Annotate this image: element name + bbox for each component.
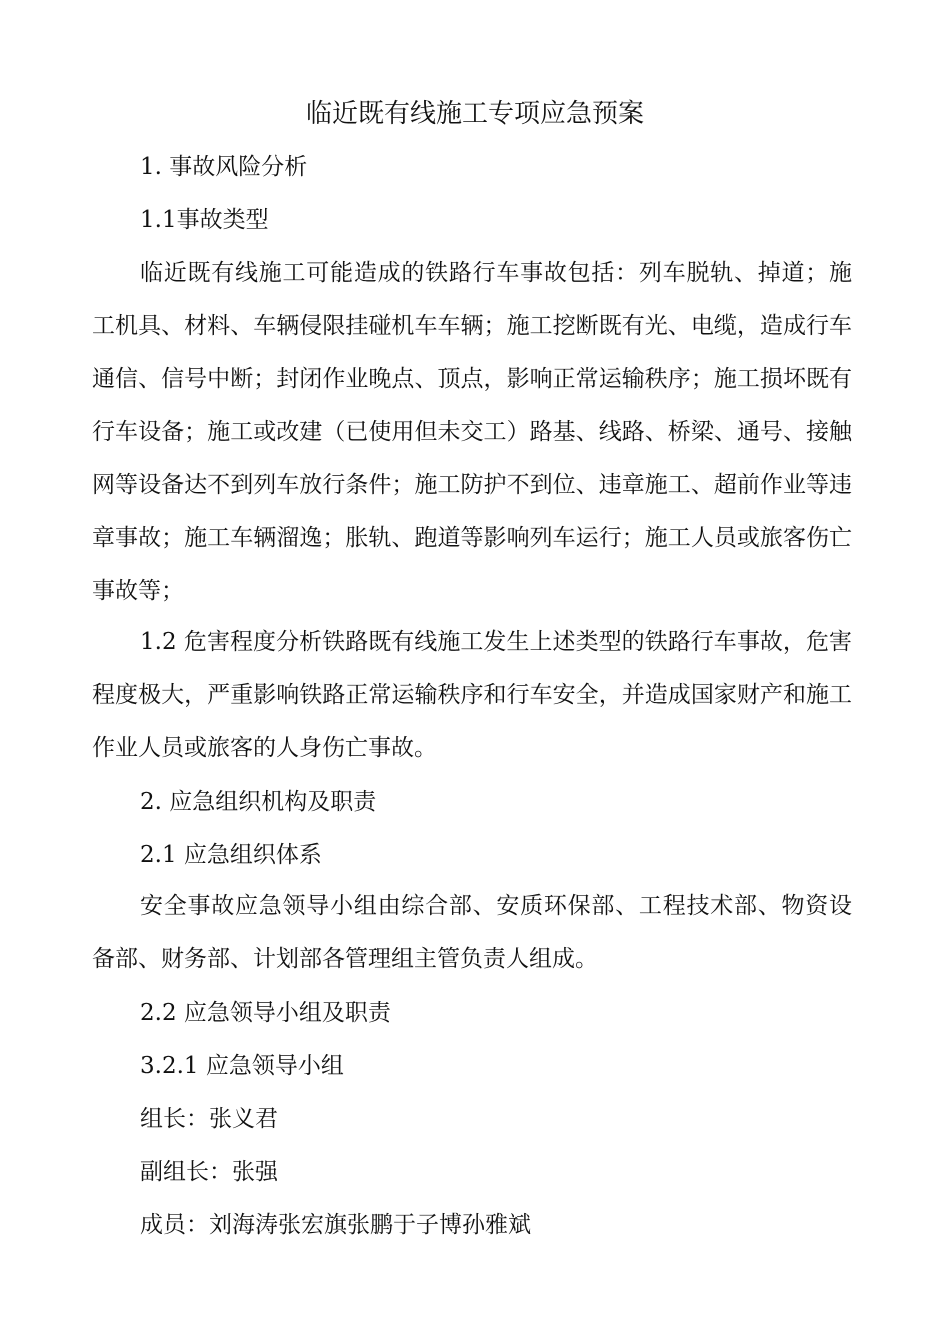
paragraph-accident-types: 临近既有线施工可能造成的铁路行车事故包括：列车脱轨、掉道；施工机具、材料、车辆侵限挂碰机车车辆；施工挖断既有光、电缆，造成行车通信、信号中断；封闭作业晚点、顶点，影响正常运输秩序；施工损坏既有行车设备；施工或改建（已使用但未交工）路基、线路、桥梁、通号、接触网等设备达不到列车放行条件；施工防护不到位、违章施工、超前作业等违章事故；施工车辆溜逸；胀轨、跑道等影响列车运行；施工人员或旅客伤亡事故等； <box>92 260 852 604</box>
section-heading-2: 2. 应急组织机构及职责 <box>140 789 377 815</box>
team-leader: 组长：张义君 <box>140 1106 278 1132</box>
subsection-heading-1-1: 1.1事故类型 <box>140 207 269 233</box>
subsection-heading-3-2-1: 3.2.1 应急领导小组 <box>140 1053 344 1079</box>
paragraph-hazard-analysis: 1.2 危害程度分析铁路既有线施工发生上述类型的铁路行车事故，危害程度极大，严重影响铁路正常运输秩序和行车安全，并造成国家财产和施工作业人员或旅客的人身伤亡事故。 <box>92 629 852 761</box>
section-heading-1: 1. 事故风险分析 <box>140 154 308 180</box>
subsection-heading-2-2: 2.2 应急领导小组及职责 <box>140 1000 391 1026</box>
team-members: 成员：刘海涛张宏旗张鹏于子博孙雅斌 <box>140 1212 531 1238</box>
team-deputy: 副组长：张强 <box>140 1159 278 1185</box>
document-title: 临近既有线施工专项应急预案 <box>305 99 644 129</box>
paragraph-organization: 安全事故应急领导小组由综合部、安质环保部、工程技术部、物资设备部、财务部、计划部各管理组主管负责人组成。 <box>92 893 852 972</box>
subsection-heading-2-1: 2.1 应急组织体系 <box>140 842 322 868</box>
